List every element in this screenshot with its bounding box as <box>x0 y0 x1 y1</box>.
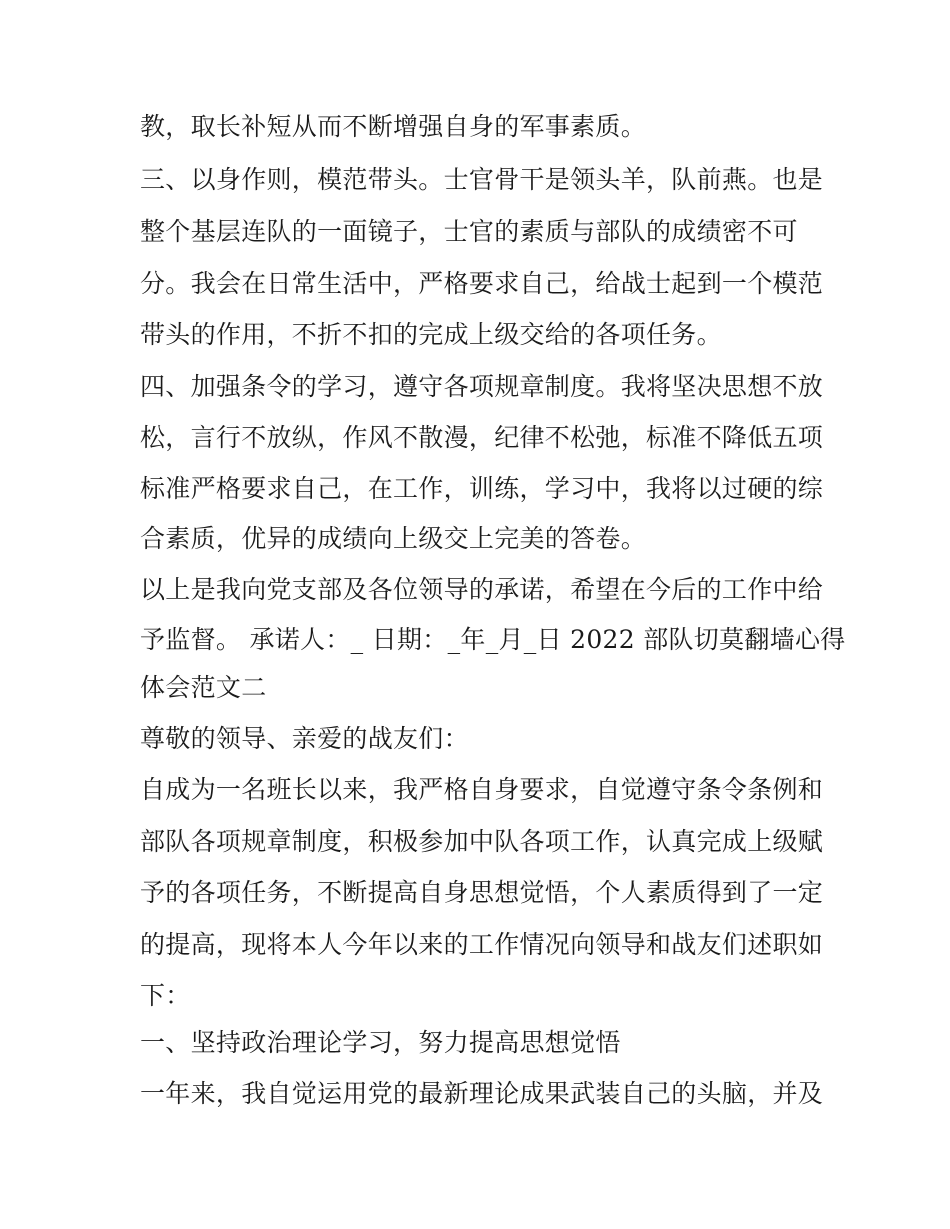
text-line: 三、以身作则，模范带头。士官骨干是领头羊，队前燕。也是 <box>140 165 824 194</box>
text-line: 予监督。 承诺人：_ 日期：_年_月_日 2022 部队切莫翻墙心得 <box>140 625 846 654</box>
text-line: 的提高，现将本人今年以来的工作情况向领导和战友们述职如 <box>140 930 824 959</box>
text-line: 标准严格要求自己，在工作，训练，学习中，我将以过硬的综 <box>140 474 824 503</box>
text-line: 体会范文二 <box>140 673 267 702</box>
text-line: 分。我会在日常生活中，严格要求自己，给战士起到一个模范 <box>140 269 824 298</box>
text-line: 一、坚持政治理论学习，努力提高思想觉悟 <box>140 1028 621 1057</box>
text-line: 合素质，优异的成绩向上级交上完美的答卷。 <box>140 524 647 553</box>
text-line: 以上是我向党支部及各位领导的承诺，希望在今后的工作中给 <box>140 575 824 604</box>
text-line: 尊敬的领导、亲爱的战友们： <box>140 724 469 753</box>
text-line: 教，取长补短从而不断增强自身的军事素质。 <box>140 112 647 141</box>
text-line: 予的各项任务，不断提高自身思想觉悟，个人素质得到了一定 <box>140 878 824 907</box>
text-line: 下： <box>140 981 191 1010</box>
text-line: 四、加强条令的学习，遵守各项规章制度。我将坚决思想不放 <box>140 372 824 401</box>
text-line: 松，言行不放纵，作风不散漫，纪律不松弛，标准不降低五项 <box>140 423 824 452</box>
text-line: 整个基层连队的一面镜子，士官的素质与部队的成绩密不可 <box>140 217 798 246</box>
text-line: 部队各项规章制度，积极参加中队各项工作，认真完成上级赋 <box>140 827 824 856</box>
text-line: 一年来，我自觉运用党的最新理论成果武装自己的头脑，并及 <box>140 1079 824 1108</box>
text-line: 带头的作用，不折不扣的完成上级交给的各项任务。 <box>140 320 722 349</box>
text-line: 自成为一名班长以来，我严格自身要求，自觉遵守条令条例和 <box>140 775 824 804</box>
